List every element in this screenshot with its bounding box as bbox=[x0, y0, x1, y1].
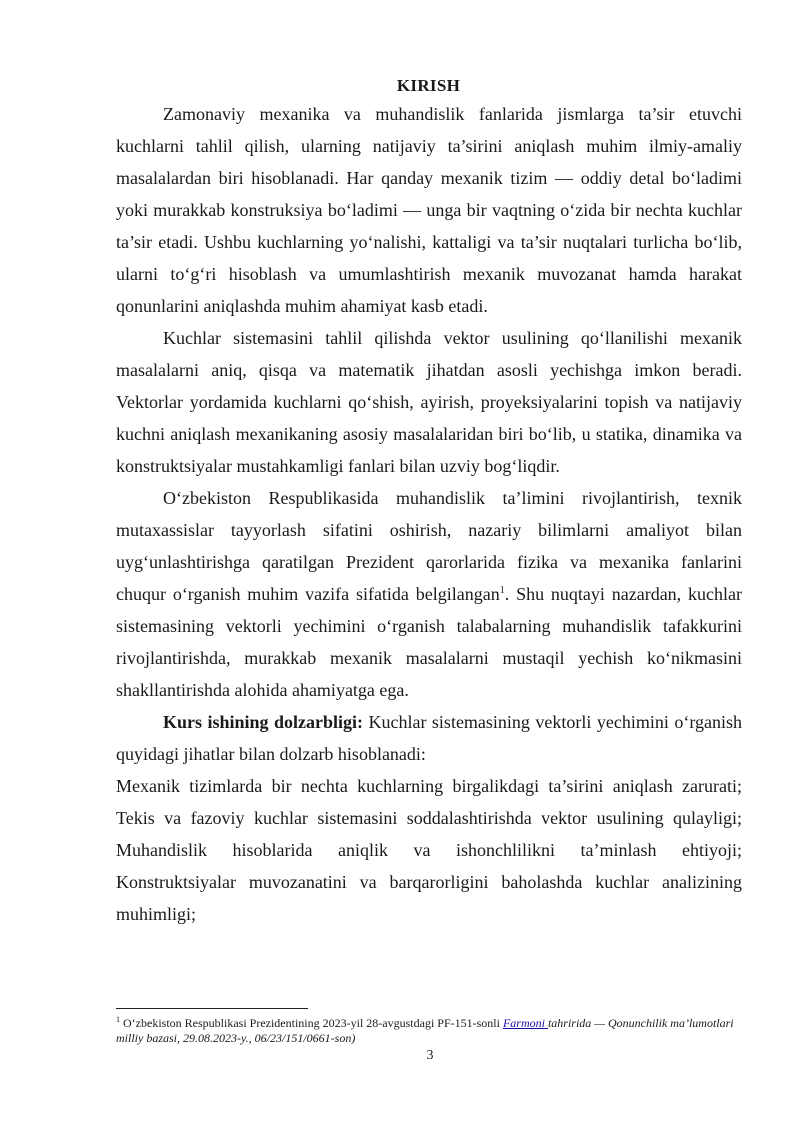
footnote-mark: 1 bbox=[116, 1015, 120, 1024]
relevance-item-4: Konstruktsiyalar muvozanatini va barqarorligini baholashda kuchlar analizining muhimligi; bbox=[116, 872, 742, 924]
page-number: 3 bbox=[426, 1048, 434, 1063]
page-title: KIRISH bbox=[396, 76, 461, 95]
intro-paragraph-3 bbox=[116, 482, 742, 706]
footnote-link[interactable]: Farmoni bbox=[502, 1016, 548, 1030]
intro-paragraph-1: Zamonaviy mexanika va muhandislik fanlarida jismlarga ta’sir etuvchi kuchlarni tahlil qilish, ularning natijaviy ta’sirini aniqlash muhim ilmiy-amaliy masalalardan biri hisoblanadi. Har qanday mexanik tizim — oddiy detal bo‘ladimi yoki murakkab konstruksiya bo‘ladimi — unga bir vaqtning o‘zida bir nechta kuchlar ta’sir etadi. Ushbu kuchlarning yo‘nalishi, kattaligi va ta’sir nuqtalari turlicha bo‘lib, ularni to‘g‘ri hisoblash va umumlashtirish mexanik muvozanat hamda harakat qonunlarini aniqlashda muhim ahamiyat kasb etadi. bbox=[116, 104, 742, 316]
footnote bbox=[116, 1016, 742, 1046]
footnote-separator bbox=[116, 1008, 308, 1009]
paragraph-3-text-b: . Shu nuqtayi nazardan, kuchlar sistemasining vektorli yechimini o‘rganish talabalarning muhandislik tafakkurini rivojlantirishda, murakkab mexanik masalalarni mustaqil yechish ko‘nikmasini shakllantirishda alohida ahamiyatga ega. bbox=[116, 584, 742, 700]
footnote-text-a: O‘zbekiston Respublikasi Prezidentining 2023-yil 28-avgustdagi PF-151-sonli bbox=[120, 1016, 503, 1030]
footnote-text-b: tahririda — Qonunchilik ma’lumotlari milliy bazasi, 29.08.2023-y., 06/23/151/0661-son) bbox=[116, 1016, 734, 1045]
footnote-reference[interactable]: 1 bbox=[499, 585, 505, 596]
relevance-item-3: Muhandislik hisoblarida aniqlik va ishonchlilikni ta’minlash ehtiyoji; bbox=[116, 840, 742, 860]
relevance-intro: Kuchlar sistemasining vektorli yechimini o‘rganish quyidagi jihatlar bilan dolzarb hisoblanadi: bbox=[116, 712, 742, 764]
intro-paragraph-2: Kuchlar sistemasini tahlil qilishda vektor usulining qo‘llanilishi mexanik masalalarni aniq, qisqa va matematik jihatdan asosli yechishga imkon beradi. Vektorlar yordamida kuchlarni qo‘shish, ayirish, proyeksiyalarini topish va natijaviy kuchni aniqlash mexanikaning asosiy masalalaridan biri bo‘lib, u statika, dinamika va konstruktsiyalar mustahkamligi fanlari bilan uzviy bog‘liqdir. bbox=[116, 328, 742, 476]
body-text bbox=[116, 98, 742, 930]
paragraph-3-text-a: O‘zbekiston Respublikasida muhandislik ta’limini rivojlantirish, texnik mutaxassislar tayyorlash sifatini oshirish, nazariy bilimlarni amaliyot bilan uyg‘unlashtirishga qaratilgan Prezident qarorlarida fizika va mexanika fanlarini chuqur o‘rganish muhim vazifa sifatida belgilangan bbox=[116, 488, 742, 604]
relevance-paragraph bbox=[116, 706, 742, 770]
relevance-item-2: Tekis va fazoviy kuchlar sistemasini soddalashtirishda vektor usulining qulayligi; bbox=[116, 808, 742, 828]
relevance-heading: Kurs ishining dolzarbligi: bbox=[163, 712, 363, 732]
relevance-item-1: Mexanik tizimlarda bir nechta kuchlarning birgalikdagi ta’sirini aniqlash zarurati; bbox=[116, 776, 742, 796]
